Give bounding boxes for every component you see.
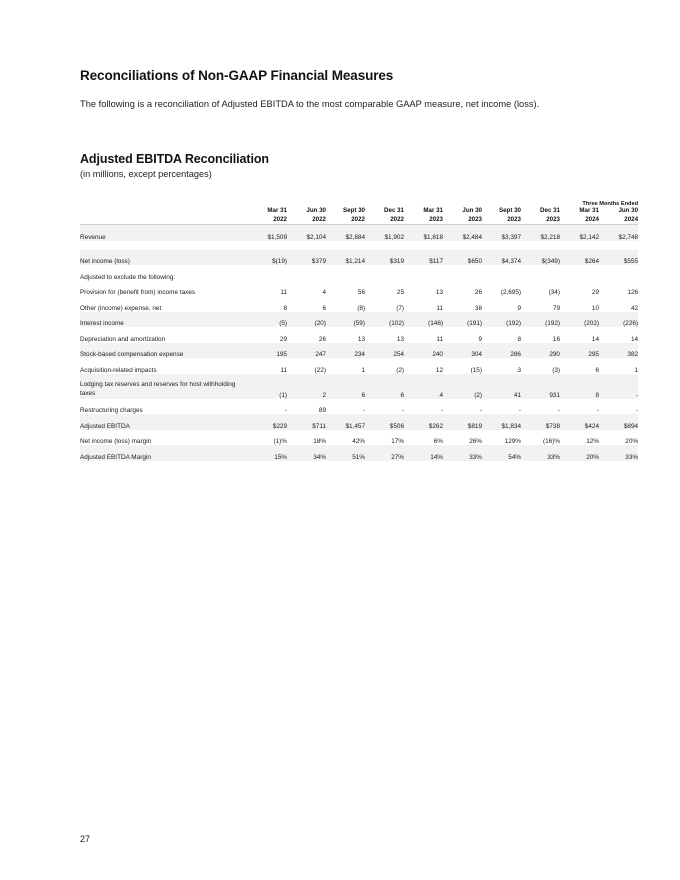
row-value	[248, 265, 287, 281]
row-value: 12%	[586, 438, 599, 446]
row-value: 33%	[443, 445, 482, 461]
row-value: $424	[560, 414, 599, 430]
row-label: Net income (loss) margin	[80, 438, 152, 446]
row-value: $2,748	[599, 225, 638, 241]
row-value: 18%	[313, 438, 326, 446]
row-value: 4	[404, 374, 443, 399]
row-value: (8)	[357, 304, 365, 312]
column-header-line1: Mar 31	[579, 207, 599, 215]
row-value: 20%	[625, 438, 639, 446]
row-value	[560, 265, 599, 281]
row-value: $1,214	[326, 250, 365, 266]
row-value: 6	[322, 304, 326, 312]
row-value: 29	[591, 289, 599, 297]
row-value: 126	[627, 289, 639, 297]
column-header-line2: 2022	[351, 215, 365, 223]
row-value: 29	[279, 335, 287, 343]
row-value	[326, 265, 365, 281]
row-label: Acquisition-related impacts	[80, 366, 157, 374]
row-value: $1,509	[248, 225, 287, 241]
row-value: $650	[443, 250, 482, 266]
row-value: 9	[517, 304, 521, 312]
row-value: $319	[365, 250, 404, 266]
row-value: 1	[634, 366, 639, 374]
row-value: 290	[521, 343, 560, 359]
column-header-line1: Jun 30	[306, 207, 326, 215]
column-header-line2: 2023	[429, 215, 443, 223]
column-header-line1: Sept 30	[498, 207, 521, 215]
table-row	[80, 445, 638, 461]
row-value: $1,902	[365, 225, 404, 241]
column-header-line1: Jun 30	[618, 207, 639, 215]
row-label: Adjusted EBITDA	[80, 414, 248, 430]
row-value: 54%	[482, 445, 521, 461]
row-value: -	[635, 407, 639, 415]
row-label: Restructuring charges	[80, 407, 143, 415]
table-row	[80, 250, 638, 266]
page-number: 27	[80, 834, 91, 844]
row-value: 6	[595, 366, 599, 374]
row-value: (15)	[470, 366, 482, 374]
column-header	[248, 207, 287, 224]
row-value: 41	[482, 374, 521, 399]
row-value: (191)	[443, 312, 482, 328]
row-value: 42%	[352, 438, 365, 446]
column-header-line1: Dec 31	[540, 207, 560, 215]
row-value: 9	[478, 335, 482, 343]
row-value: $738	[521, 414, 560, 430]
row-value: $2,104	[287, 225, 326, 241]
row-value: $1,834	[482, 414, 521, 430]
column-header-line2: 2022	[312, 215, 326, 223]
row-value: (34)	[548, 289, 560, 297]
column-header	[482, 207, 521, 224]
row-value: 14	[591, 335, 599, 343]
row-value: (192)	[521, 312, 560, 328]
table-row	[80, 399, 638, 415]
row-label: Adjusted EBITDA Margin	[80, 445, 248, 461]
row-value: 3	[517, 366, 521, 374]
row-value: -	[284, 407, 287, 415]
table-spacer-row	[80, 241, 638, 250]
row-value: 8	[517, 335, 521, 343]
row-value: 13	[357, 335, 365, 343]
row-value: 12	[435, 366, 443, 374]
row-value: 6	[326, 374, 365, 399]
table-row	[80, 414, 638, 430]
row-value: 11	[436, 304, 443, 312]
page-title: Reconciliations of Non-GAAP Financial Measures	[80, 68, 394, 83]
row-value: 6	[365, 374, 404, 399]
column-header-line2: 2022	[390, 215, 404, 223]
row-value: 51%	[326, 445, 365, 461]
row-value: 382	[599, 343, 638, 359]
row-value: 10	[591, 304, 599, 312]
row-value: (20)	[287, 312, 326, 328]
row-value: $1,818	[404, 225, 443, 241]
row-value: 8	[283, 304, 287, 312]
row-label: Lodging tax reserves and reserves for host withholding taxes	[80, 374, 248, 399]
row-label: Adjusted to exclude the following:	[80, 273, 176, 281]
column-header-spacer	[80, 207, 248, 224]
row-value: (7)	[396, 304, 404, 312]
row-value	[521, 265, 560, 281]
column-header-line1: Mar 31	[267, 207, 287, 215]
row-value: 14%	[404, 445, 443, 461]
row-value: 286	[482, 343, 521, 359]
row-value: 56	[357, 289, 365, 297]
row-value: (16)%	[542, 438, 560, 446]
row-label: Revenue	[80, 225, 248, 241]
row-value: (2)	[443, 374, 482, 399]
column-header	[404, 207, 443, 224]
row-value: 11	[280, 289, 287, 297]
adjusted-ebitda-table	[80, 201, 638, 460]
row-value: (202)	[560, 312, 599, 328]
row-value: $819	[443, 414, 482, 430]
row-label: Provision for (benefit from) income taxes	[80, 289, 196, 297]
row-value: (1)	[248, 374, 287, 399]
row-value: $2,884	[326, 225, 365, 241]
row-label: Stock-based compensation expense	[80, 343, 248, 359]
table-row	[80, 374, 638, 399]
row-value: 14	[630, 335, 639, 343]
row-value: -	[596, 407, 599, 415]
table-row	[80, 327, 638, 343]
row-value: 34%	[287, 445, 326, 461]
row-value: $229	[248, 414, 287, 430]
row-value: -	[479, 407, 482, 415]
row-value: $264	[560, 250, 599, 266]
row-value: (22)	[314, 366, 326, 374]
column-header-line2: 2024	[585, 215, 599, 223]
table-row	[80, 358, 638, 374]
column-header-line1: Sept 30	[342, 207, 365, 215]
row-value: -	[518, 407, 521, 415]
row-value: 6%	[433, 438, 443, 446]
column-header-line1: Jun 30	[462, 207, 482, 215]
row-value: -	[557, 407, 560, 415]
row-value: $894	[599, 414, 638, 430]
row-value: (3)	[552, 366, 560, 374]
row-value: 8	[560, 374, 599, 399]
row-value: (59)	[326, 312, 365, 328]
column-header-line2: 2024	[624, 215, 639, 223]
row-value: (1)%	[273, 438, 287, 446]
column-header	[443, 207, 482, 224]
row-value: 38	[474, 304, 482, 312]
subsection-subtitle: (in millions, except percentages)	[80, 169, 212, 180]
row-value: $711	[287, 414, 326, 430]
row-value: 26	[474, 289, 482, 297]
row-value: 33%	[599, 445, 638, 461]
row-value: $2,142	[560, 225, 599, 241]
row-value: -	[440, 407, 443, 415]
column-header-line2: 2022	[273, 215, 287, 223]
row-value: (5)	[248, 312, 287, 328]
row-value: 16	[552, 335, 560, 343]
row-value	[365, 265, 404, 281]
row-value: $(19)	[248, 250, 287, 266]
row-value: 295	[560, 343, 599, 359]
row-value: (102)	[365, 312, 404, 328]
row-value: $117	[404, 250, 443, 266]
column-header-line1: Mar 31	[423, 207, 443, 215]
row-value: (2)	[396, 366, 404, 374]
row-label: Interest income	[80, 312, 248, 328]
row-value: 247	[287, 343, 326, 359]
row-value: $4,374	[482, 250, 521, 266]
row-value: 42	[630, 304, 639, 312]
row-label: Other (income) expense, net	[80, 304, 162, 312]
row-value: 89	[318, 407, 326, 415]
row-value: $262	[404, 414, 443, 430]
column-header-line1: Dec 31	[384, 207, 404, 215]
intro-paragraph: The following is a reconciliation of Adjusted EBITDA to the most comparable GAAP measure, net income (loss).	[80, 99, 540, 109]
group-header-label: Three Months Ended	[582, 201, 639, 208]
row-value: 15%	[248, 445, 287, 461]
row-value: 234	[326, 343, 365, 359]
table-row	[80, 296, 638, 312]
row-label: Net income (loss)	[80, 250, 248, 266]
row-value	[599, 265, 638, 281]
row-value: (146)	[404, 312, 443, 328]
row-value	[482, 265, 521, 281]
row-value: 13	[396, 335, 404, 343]
row-value: 17%	[391, 438, 404, 446]
column-header-line2: 2023	[507, 215, 521, 223]
row-value: 4	[322, 289, 326, 297]
row-value: $555	[599, 250, 638, 266]
row-value: 27%	[365, 445, 404, 461]
row-value: $3,397	[482, 225, 521, 241]
column-header	[560, 207, 599, 224]
row-value: 195	[248, 343, 287, 359]
row-value: 931	[521, 374, 560, 399]
row-value: 2	[287, 374, 326, 399]
row-value: 129%	[504, 438, 521, 446]
column-header	[599, 207, 638, 224]
column-header-line2: 2023	[468, 215, 482, 223]
table-body	[80, 225, 638, 461]
row-value: 25	[396, 289, 404, 297]
row-value: -	[401, 407, 404, 415]
table-row	[80, 430, 638, 446]
row-value: -	[362, 407, 365, 415]
row-value: 79	[552, 304, 560, 312]
row-value	[404, 265, 443, 281]
row-value: 304	[443, 343, 482, 359]
row-value: $379	[287, 250, 326, 266]
row-value: (192)	[482, 312, 521, 328]
row-value: $2,218	[521, 225, 560, 241]
row-value: (226)	[599, 312, 638, 328]
row-value: 11	[436, 335, 443, 343]
column-header	[365, 207, 404, 224]
column-header-line2: 2023	[546, 215, 560, 223]
row-value: $(349)	[521, 250, 560, 266]
table-row	[80, 343, 638, 359]
column-header	[521, 207, 560, 224]
table-row	[80, 312, 638, 328]
table-row	[80, 265, 638, 281]
row-value: 33%	[521, 445, 560, 461]
row-value	[287, 265, 326, 281]
row-value: 1	[361, 366, 365, 374]
row-value: 254	[365, 343, 404, 359]
row-value: -	[599, 374, 638, 399]
row-value: 26%	[469, 438, 482, 446]
row-value	[443, 265, 482, 281]
row-value: $1,457	[326, 414, 365, 430]
row-value: 11	[280, 366, 287, 374]
row-label: Depreciation and amortization	[80, 335, 166, 343]
subsection-title: Adjusted EBITDA Reconciliation	[80, 152, 269, 167]
table-row	[80, 281, 638, 297]
table-row	[80, 225, 638, 241]
row-value: (2,695)	[500, 289, 521, 297]
table-column-header-row	[80, 207, 638, 224]
row-value: 13	[435, 289, 443, 297]
column-header	[287, 207, 326, 224]
row-value: $2,484	[443, 225, 482, 241]
row-value: 240	[404, 343, 443, 359]
row-value: $506	[365, 414, 404, 430]
column-header	[326, 207, 365, 224]
row-value: 26	[318, 335, 326, 343]
row-value: 20%	[560, 445, 599, 461]
